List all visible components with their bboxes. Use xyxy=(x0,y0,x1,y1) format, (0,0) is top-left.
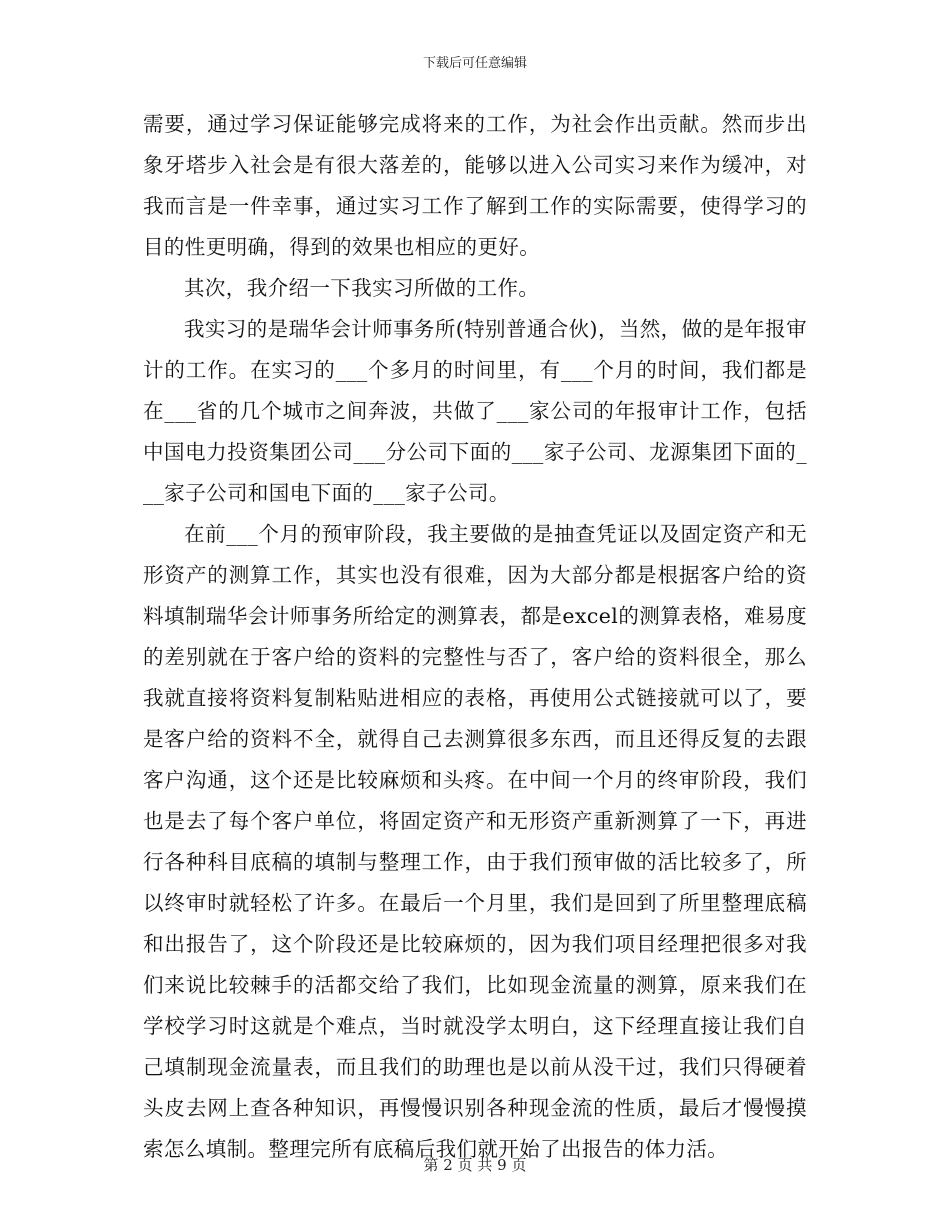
paragraph-continuation: 需要，通过学习保证能够完成将来的工作，为社会作出贡献。然而步出象牙塔步入社会是有很大落差的，能够以进入公司实习来作为缓冲，对我而言是一件幸事，通过实习工作了解到工作的实际需要，使得学习的目的性更明确，得到的效果也相应的更好。 xyxy=(143,112,807,259)
paragraph-internship-firm: 我实习的是瑞华会计师事务所(特别普通合伙)，当然，做的是年报审计的工作。在实习的___个多月的时间里，有___个月的时间，我们都是在___省的几个城市之间奔波，共做了___家公司的年报审计工作，包括中国电力投资集团公司___分公司下面的___家子公司、龙源集团下面的___家子公司和国电下面的___家子公司。 xyxy=(143,317,807,505)
paragraph-audit-stages: 在前___个月的预审阶段，我主要做的是抽查凭证以及固定资产和无形资产的测算工作，其实也没有很难，因为大部分都是根据客户给的资料填制瑞华会计师事务所给定的测算表，都是excel的测算表格，难易度的差别就在于客户给的资料的完整性与否了，客户给的资料很全，那么我就直接将资料复制粘贴进相应的表格，再使用公式链接就可以了，要是客户给的资料不全，就得自己去测算很多东西，而且还得反复的去跟客户沟通，这个还是比较麻烦和头疼。在中间一个月的终审阶段，我们也是去了每个客户单位，将固定资产和无形资产重新测算了一下，再进行各种科目底稿的填制与整理工作，由于我们预审做的活比较多了，所以终审时就轻松了许多。在最后一个月里，我们是回到了所里整理底稿和出报告了，这个阶段还是比较麻烦的，因为我们项目经理把很多对我们来说比较棘手的活都交给了我们，比如现金流量的测算，原来我们在学校学习时这就是个难点，当时就没学太明白，这下经理直接让我们自己填制现金流量表，而且我们的助理也是以前从没干过，我们只得硬着头皮去网上查各种知识，再慢慢识别各种现金流的性质，最后才慢慢摸索怎么填制。整理完所有底稿后我们就开始了出报告的体力活。 xyxy=(143,522,807,1161)
page-header: 下载后可任意编辑 xyxy=(422,56,527,71)
page-footer: 第 2 页 共 9 页 xyxy=(423,1156,527,1174)
document-body xyxy=(143,104,807,1170)
paragraph-intro-work: 其次，我介绍一下我实习所做的工作。 xyxy=(184,276,540,300)
